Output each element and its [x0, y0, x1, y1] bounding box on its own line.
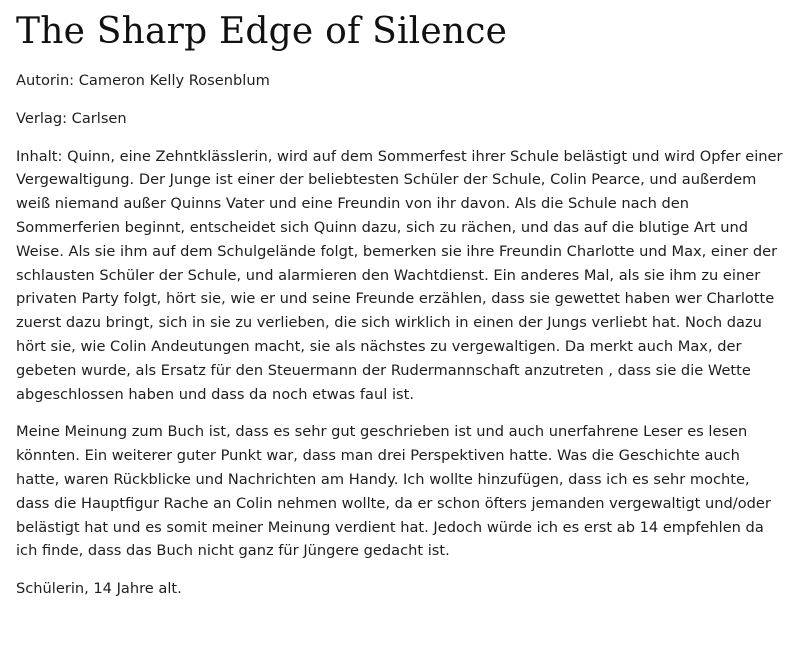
book-review — [16, 0, 786, 601]
opinion-paragraph: Meine Meinung zum Buch ist, dass es sehr gut geschrieben ist und auch unerfahrene Leser es lesen könnten. Ein weiterer guter Punkt war, dass man drei Perspektiven hatte. Was die Geschichte auch hatte, waren Rückblicke und Nachrichten am Handy. Ich wollte hinzufügen, dass ich es sehr mochte, dass die Hauptfigur Rache an Colin nehmen wollte, da er schon öfters jemanden vergewaltigt und/oder belästigt hat und es somit meiner Meinung verdient hat. Jedoch würde ich es erst ab 14 empfehlen da ich finde, dass das Buch nicht ganz für Jüngere gedacht ist. — [16, 423, 771, 560]
publisher-line: Verlag: Carlsen — [16, 109, 127, 127]
summary-paragraph: Inhalt: Quinn, eine Zehntklässlerin, wird auf dem Sommerfest ihrer Schule belästigt und wird Opfer einer Vergewaltigung. Der Junge ist einer der beliebtesten Schüler der Schule, Colin Pearce, und außerdem weiß niemand außer Quinns Vater und eine Freundin von ihr davon. Als die Schule nach den Sommerferien beginnt, entscheidet sich Quinn dazu, sich zu rächen, und das auf die blutige Art und Weise. Als sie ihm auf dem Schulgelände folgt, bemerken sie ihre Freundin Charlotte und Max, einer der schlausten Schüler der Schule, und alarmieren den Wachtdienst. Ein anderes Mal, als sie ihm zu einer privaten Party folgt, hört sie, wie er und seine Freunde erzählen, dass sie gewettet haben wer Charlotte zuerst dazu bringt, sich in sie zu verlieben, die sich wirklich in einen der Jungs verliebt hat. Noch dazu hört sie, wie Colin Andeutungen macht, sie als nächstes zu vergewaltigen. Da merkt auch Max, der gebeten wurde, als Ersatz für den Steuermann der Rudermannschaft anzutreten , dass sie die Wette abgeschlossen haben und dass da noch etwas faul ist. — [16, 147, 783, 403]
page-title: The Sharp Edge of Silence — [16, 11, 508, 52]
author-line: Autorin: Cameron Kelly Rosenblum — [16, 72, 270, 89]
reviewer-signature: Schülerin, 14 Jahre alt. — [16, 580, 182, 598]
